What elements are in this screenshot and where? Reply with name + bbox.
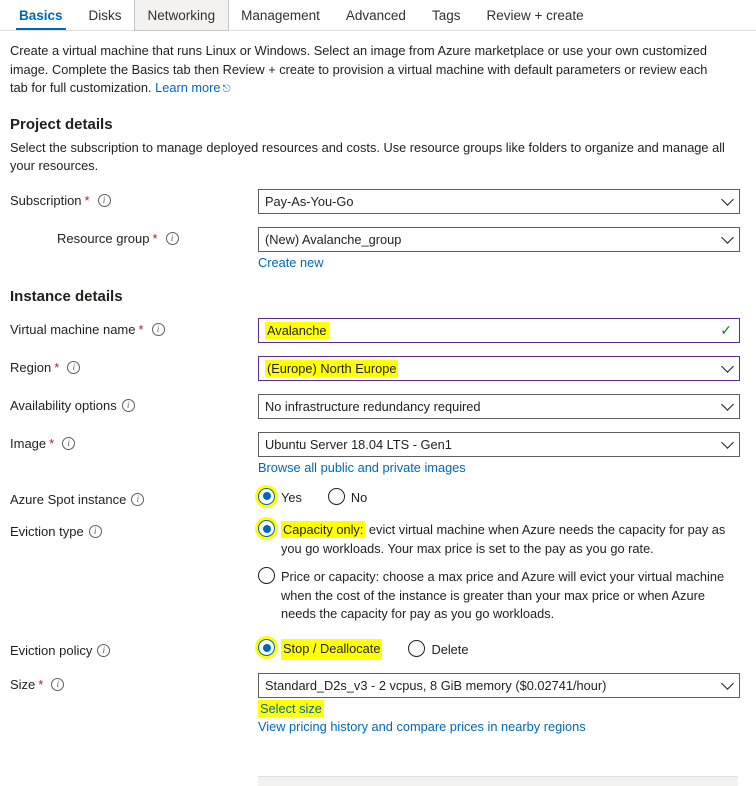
- spot-instance-no-label: No: [350, 489, 368, 505]
- tab-review-create[interactable]: [473, 0, 596, 30]
- eviction-policy-stop-radio[interactable]: [258, 639, 382, 660]
- resource-group-label: Resource group: [57, 230, 150, 246]
- eviction-type-price-text: [281, 567, 740, 624]
- tab-tags[interactable]: [419, 0, 474, 30]
- required-marker: *: [38, 676, 44, 692]
- radio-button-icon: [328, 488, 345, 505]
- project-details-heading: Project details: [10, 115, 113, 133]
- radio-button-icon: [258, 639, 275, 656]
- chevron-down-icon: [721, 677, 734, 690]
- resource-group-field: [258, 227, 756, 270]
- eviction-policy-label: Eviction policy: [10, 643, 93, 659]
- footer-bar: [258, 776, 738, 786]
- eviction-type-capacity-label: Capacity only:: [283, 522, 364, 538]
- eviction-type-field: [258, 520, 756, 626]
- info-icon[interactable]: i: [97, 644, 110, 657]
- tab-label: Review + create: [486, 7, 584, 23]
- availability-options-field: [258, 394, 756, 419]
- learn-more-link[interactable]: Learn more: [155, 80, 221, 96]
- eviction-type-price-block: [258, 567, 740, 624]
- pricing-history-link[interactable]: View pricing history and compare prices in nearby regions: [258, 718, 586, 734]
- browse-images-link[interactable]: Browse all public and private images: [258, 459, 466, 475]
- eviction-policy-row: [0, 639, 756, 660]
- region-label-group: [10, 356, 258, 375]
- spot-instance-yes-radio[interactable]: [258, 488, 302, 508]
- spot-instance-no-radio[interactable]: [328, 488, 367, 508]
- radio-button-icon: [258, 488, 275, 505]
- chevron-down-icon: [721, 193, 734, 206]
- eviction-policy-label-group: [10, 639, 258, 658]
- eviction-type-capacity-radio[interactable]: [258, 520, 740, 558]
- tab-label: Management: [241, 7, 320, 23]
- chevron-down-icon: [721, 436, 734, 449]
- valid-check-icon: ✓: [720, 322, 732, 339]
- eviction-type-capacity-block: [258, 520, 740, 558]
- create-new-resource-group-link[interactable]: Create new: [258, 254, 324, 270]
- tab-management[interactable]: [228, 0, 333, 30]
- select-size-label: Select size: [260, 700, 322, 716]
- resource-group-label-group: [10, 227, 258, 246]
- tab-label: Advanced: [345, 7, 406, 23]
- info-icon[interactable]: i: [152, 323, 165, 336]
- eviction-type-row: [0, 520, 756, 626]
- info-icon[interactable]: i: [51, 678, 64, 691]
- required-marker: *: [138, 321, 144, 337]
- tab-label: Tags: [431, 7, 461, 23]
- subscription-label: Subscription: [10, 192, 82, 208]
- image-value: Ubuntu Server 18.04 LTS - Gen1: [265, 436, 452, 452]
- availability-options-row: [0, 394, 756, 419]
- availability-options-label: Availability options: [10, 397, 117, 413]
- image-select[interactable]: [258, 432, 740, 457]
- required-marker: *: [54, 359, 60, 375]
- info-icon[interactable]: i: [166, 232, 179, 245]
- radio-button-icon: [408, 640, 425, 657]
- image-label-group: [10, 432, 258, 451]
- vm-name-label-group: [10, 318, 258, 337]
- chevron-down-icon: [721, 231, 734, 244]
- image-field: [258, 432, 756, 475]
- eviction-type-label: Eviction type: [10, 524, 84, 540]
- chevron-down-icon: [721, 360, 734, 373]
- region-row: [0, 356, 756, 381]
- spot-instance-field: [258, 488, 756, 508]
- subscription-label-group: [10, 189, 258, 208]
- eviction-type-capacity-description: evict virtual machine when Azure needs the capacity for pay as you go workloads. Your max price is set to the pay as you go rate.: [281, 522, 726, 556]
- info-icon[interactable]: i: [89, 525, 102, 538]
- radio-button-icon: [258, 567, 275, 584]
- size-row: [0, 673, 756, 734]
- vm-name-field: [258, 318, 756, 343]
- subscription-value: Pay-As-You-Go: [265, 193, 354, 209]
- instance-details-heading: Instance details: [10, 287, 123, 305]
- info-icon[interactable]: i: [122, 399, 135, 412]
- required-marker: *: [84, 192, 90, 208]
- eviction-type-label-group: [10, 520, 258, 539]
- resource-group-value: (New) Avalanche_group: [265, 231, 402, 247]
- external-link-icon: ⎋: [222, 84, 231, 96]
- select-size-link[interactable]: [258, 701, 740, 716]
- tab-label: Basics: [19, 7, 63, 23]
- tab-advanced[interactable]: [333, 0, 419, 30]
- spot-instance-row: [0, 488, 756, 508]
- eviction-policy-stop-label: Stop / Deallocate: [281, 639, 382, 660]
- eviction-policy-radio-group: [258, 639, 740, 660]
- spot-instance-radio-group: [258, 488, 740, 508]
- availability-options-select[interactable]: [258, 394, 740, 419]
- size-label-group: [10, 673, 258, 692]
- size-field: [258, 673, 756, 734]
- size-value: Standard_D2s_v3 - 2 vcpus, 8 GiB memory ($0.02741/hour): [265, 677, 607, 693]
- eviction-type-price-label: Price or capacity:: [281, 569, 380, 585]
- subscription-field: [258, 189, 756, 214]
- image-label: Image: [10, 435, 47, 451]
- eviction-policy-field: [258, 639, 756, 660]
- info-icon[interactable]: i: [62, 437, 75, 450]
- region-select[interactable]: [258, 356, 740, 381]
- eviction-policy-delete-radio[interactable]: [408, 640, 468, 660]
- required-marker: *: [152, 230, 158, 246]
- region-label: Region: [10, 359, 52, 375]
- subscription-row: [0, 189, 756, 214]
- tab-networking[interactable]: [135, 0, 229, 30]
- vm-name-value: Avalanche: [267, 322, 327, 338]
- wizard-tabs: [0, 0, 756, 31]
- info-icon[interactable]: i: [131, 493, 144, 506]
- availability-options-label-group: [10, 394, 258, 413]
- tab-label: Networking: [147, 7, 216, 23]
- info-icon[interactable]: i: [98, 194, 111, 207]
- tab-disks[interactable]: [76, 0, 135, 30]
- resource-group-select[interactable]: [258, 227, 740, 252]
- resource-group-row: [0, 227, 756, 270]
- subscription-select[interactable]: [258, 189, 740, 214]
- tab-label: Disks: [88, 7, 122, 23]
- intro-text: [0, 31, 740, 98]
- size-label: Size: [10, 676, 36, 692]
- radio-button-icon: [258, 520, 275, 537]
- eviction-policy-delete-label: Delete: [431, 641, 469, 657]
- availability-options-value: No infrastructure redundancy required: [265, 398, 481, 414]
- spot-instance-label-group: [10, 488, 258, 507]
- eviction-type-capacity-text: [281, 520, 740, 558]
- required-marker: *: [49, 435, 55, 451]
- vm-name-label: Virtual machine name: [10, 321, 136, 337]
- chevron-down-icon: [721, 398, 734, 411]
- vm-name-row: [0, 318, 756, 343]
- info-icon[interactable]: i: [67, 361, 80, 374]
- size-select[interactable]: [258, 673, 740, 698]
- tab-basics[interactable]: [6, 0, 76, 30]
- spot-instance-yes-label: Yes: [281, 489, 302, 505]
- eviction-type-price-description: choose a max price and Azure will evict your virtual machine when the cost of the instance is greater than your max price or when Azure needs the capacity for pay as you go workloads.: [281, 569, 725, 622]
- region-field: [258, 356, 756, 381]
- image-row: [0, 432, 756, 475]
- intro-paragraph: Create a virtual machine that runs Linux or Windows. Select an image from Azure marketplace or use your own customized image. Complete the Basics tab then Review + create to provision a virtual machine with default parameters or review each tab for full customization.: [10, 43, 708, 96]
- project-details-description: Select the subscription to manage deployed resources and costs. Use resource groups like folders to organize and manage all your resources.: [10, 139, 725, 174]
- spot-instance-label: Azure Spot instance: [10, 491, 127, 507]
- region-value: (Europe) North Europe: [267, 360, 397, 376]
- vm-name-input[interactable]: [258, 318, 740, 343]
- eviction-type-price-radio[interactable]: [258, 567, 740, 624]
